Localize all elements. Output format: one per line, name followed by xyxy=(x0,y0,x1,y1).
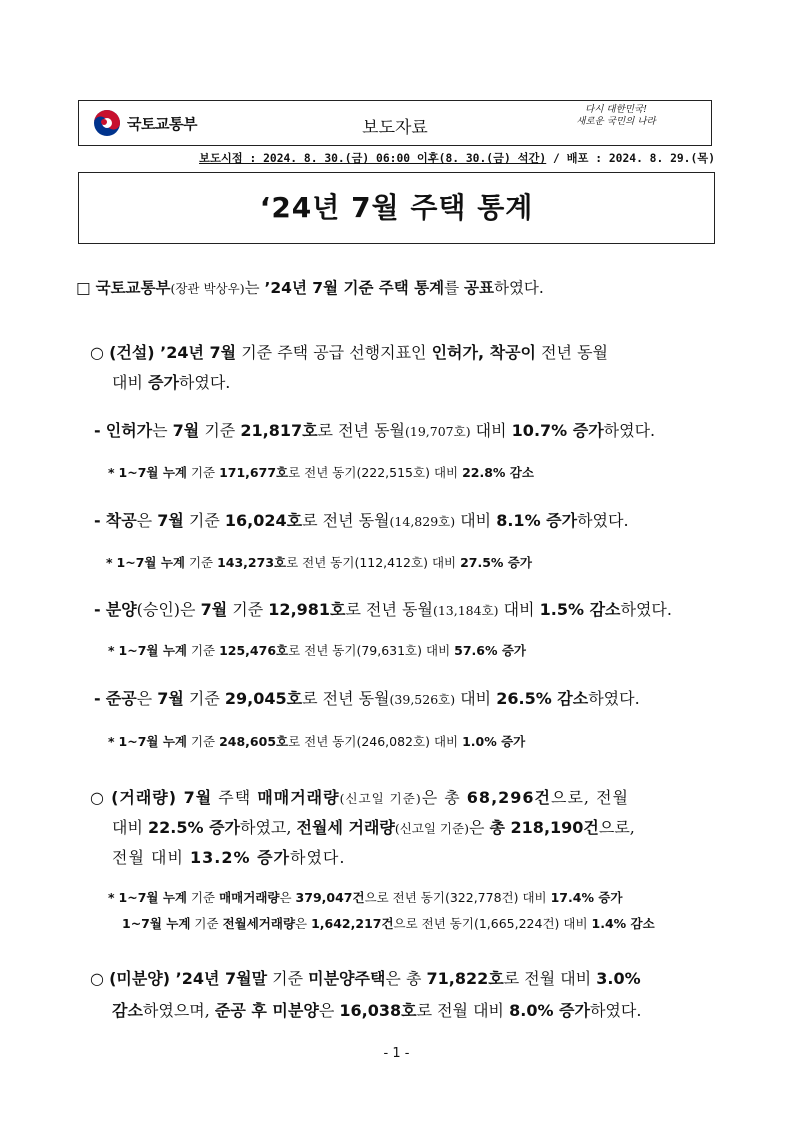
intro-subject: 국토교통부 xyxy=(95,279,171,297)
note-label: 1~7월 누계 xyxy=(118,643,187,658)
intro-text: 를 xyxy=(444,279,465,297)
transaction-line-2 xyxy=(112,815,635,838)
intro-paragraph xyxy=(76,276,544,298)
note-text: 기준 xyxy=(186,465,220,480)
transaction-note-2 xyxy=(122,914,655,932)
transaction-bold: 전월세 거래량 xyxy=(296,818,395,837)
note-star: * xyxy=(108,465,115,480)
note-label: 1~7월 누계 xyxy=(116,555,185,570)
note-star: * xyxy=(108,890,115,905)
transaction-text: 하였고, xyxy=(240,818,297,837)
slogan-line-1: 다시 대한민국! xyxy=(585,104,647,115)
item-name: 분양 xyxy=(105,600,137,619)
note-prev: (79,631호) xyxy=(356,643,423,658)
note-value: 379,047건 xyxy=(295,890,365,905)
item-text: 기준 xyxy=(183,511,225,530)
note-value: 171,677호 xyxy=(219,465,289,480)
transaction-text: 대비 xyxy=(112,818,148,837)
transaction-text: 은 xyxy=(468,818,490,837)
construction-text: 전년 동월 xyxy=(535,343,608,362)
header-box xyxy=(78,100,712,146)
item-value: 12,981호 xyxy=(268,600,346,619)
item-text: 로 전년 동월 xyxy=(302,689,390,708)
unsold-text: 로 전월 대비 xyxy=(416,1001,510,1020)
note-change: 22.8% 감소 xyxy=(462,465,534,480)
construction-item xyxy=(94,418,655,441)
intro-text: 는 xyxy=(244,279,265,297)
item-text: 기준 xyxy=(227,600,269,619)
note-text: 으로 전년 동기 xyxy=(364,890,445,905)
construction-text: 대비 xyxy=(112,373,148,392)
release-info xyxy=(199,150,715,166)
item-prev: (19,707호) xyxy=(405,424,471,439)
transaction-bold: 13.2% 증가 xyxy=(190,848,290,867)
item-text: 기준 xyxy=(199,421,241,440)
note-text: 로 전년 동기 xyxy=(286,555,355,570)
unsold-bold: 미분양주택 xyxy=(308,969,386,988)
dash-bullet: - xyxy=(94,511,101,530)
slogan-line-2: 새로운 국민의 나라 xyxy=(576,116,656,127)
note-change: 27.5% 증가 xyxy=(460,555,532,570)
unsold-line-1 xyxy=(90,966,641,989)
transaction-bold: 68,296건 xyxy=(466,788,551,807)
item-change: 26.5% 감소 xyxy=(496,689,589,708)
item-text: 대비 xyxy=(470,421,512,440)
construction-bold: 증가 xyxy=(148,373,179,392)
cumulative-note xyxy=(106,553,532,571)
item-text: 하였다. xyxy=(620,600,672,619)
note-text: 로 전년 동기 xyxy=(288,643,357,658)
note-text: 기준 xyxy=(186,890,220,905)
transaction-text: 은 총 xyxy=(421,788,467,807)
note-star: * xyxy=(106,555,113,570)
cumulative-note xyxy=(108,463,534,481)
note-text: 은 xyxy=(279,890,296,905)
intro-subject-paren: (장관 박상우) xyxy=(170,281,245,296)
note-label: 1~7월 누계 xyxy=(118,890,187,905)
transaction-text: 전월 대비 xyxy=(112,848,190,867)
note-text: 대비 xyxy=(518,890,551,905)
construction-text: 기준 주택 공급 선행지표인 xyxy=(236,343,432,362)
circle-bullet: ○ xyxy=(90,343,104,362)
note-value: 125,476호 xyxy=(219,643,289,658)
construction-line-2 xyxy=(112,370,230,393)
note-text: 대비 xyxy=(429,734,463,749)
construction-heading: (건설) ’24년 7월 xyxy=(109,343,237,362)
item-month: 7월 xyxy=(200,600,228,619)
transaction-paren: (신고일 기준) xyxy=(339,791,422,806)
note-kind: 전월세거래량 xyxy=(222,916,296,931)
unsold-text: 은 총 xyxy=(385,969,427,988)
item-prev: (39,526호) xyxy=(389,692,456,707)
item-name: 인허가 xyxy=(105,421,153,440)
construction-item xyxy=(94,508,629,531)
transaction-bold: 매매거래량 xyxy=(257,788,340,807)
item-value: 16,024호 xyxy=(224,511,303,530)
note-text: 대비 xyxy=(427,555,461,570)
cumulative-note xyxy=(108,641,526,659)
note-text: 로 전년 동기 xyxy=(288,465,357,480)
unsold-bold: 8.0% 증가 xyxy=(509,1001,590,1020)
slogan-signature xyxy=(561,104,671,128)
item-month: 7월 xyxy=(172,421,200,440)
transaction-bold: 22.5% 증가 xyxy=(148,818,240,837)
transaction-text: 주택 xyxy=(212,788,258,807)
intro-bold-announce: 공표 xyxy=(464,279,494,297)
transaction-bold: 총 218,190건 xyxy=(489,818,599,837)
item-text: 로 전년 동월 xyxy=(345,600,433,619)
note-text: 은 xyxy=(295,916,312,931)
item-text: 은 xyxy=(136,511,158,530)
note-prev: (112,412호) xyxy=(354,555,428,570)
note-change: 17.4% 증가 xyxy=(550,890,623,905)
dash-bullet: - xyxy=(94,600,101,619)
construction-bold: 인허가, 착공이 xyxy=(431,343,536,362)
transaction-line-3 xyxy=(112,845,345,868)
note-text: 대비 xyxy=(559,916,592,931)
note-text: 으로 전년 동기 xyxy=(393,916,474,931)
transaction-text: 으로, 전월 xyxy=(551,788,629,807)
transaction-heading: (거래량) 7월 xyxy=(111,788,213,807)
item-text: 대비 xyxy=(498,600,540,619)
note-text: 기준 xyxy=(186,734,220,749)
item-name: 준공 xyxy=(105,689,137,708)
transaction-text: 으로, xyxy=(598,818,635,837)
square-bullet: □ xyxy=(76,279,91,297)
item-text: 로 전년 동월 xyxy=(302,511,390,530)
note-prev: (1,665,224건) xyxy=(473,916,560,931)
item-change: 10.7% 증가 xyxy=(511,421,604,440)
item-prev: (14,829호) xyxy=(389,514,456,529)
transaction-note-1 xyxy=(108,888,622,906)
item-change: 8.1% 증가 xyxy=(496,511,578,530)
item-text: 은 xyxy=(136,689,158,708)
item-value: 21,817호 xyxy=(240,421,318,440)
item-change: 1.5% 감소 xyxy=(539,600,621,619)
unsold-bold: 준공 후 미분양 xyxy=(214,1001,319,1020)
intro-bold-stats: ’24년 7월 기준 주택 통계 xyxy=(264,279,445,297)
dash-bullet: - xyxy=(94,689,101,708)
transaction-line-1 xyxy=(90,785,629,808)
note-text: 로 전년 동기 xyxy=(288,734,357,749)
note-prev: (222,515호) xyxy=(356,465,430,480)
note-text: 기준 xyxy=(190,916,223,931)
circle-bullet: ○ xyxy=(90,788,105,807)
distribution-date: / 배포 : 2024. 8. 29.(목) xyxy=(546,152,715,165)
note-label: 1~7월 누계 xyxy=(118,465,187,480)
circle-bullet: ○ xyxy=(90,969,104,988)
unsold-text: 로 전월 대비 xyxy=(503,969,597,988)
note-label: 1~7월 누계 xyxy=(118,734,187,749)
page-number: - 1 - xyxy=(383,1046,410,1061)
item-text: 대비 xyxy=(455,689,497,708)
item-month: 7월 xyxy=(157,511,184,530)
construction-item xyxy=(94,597,672,620)
unsold-bold: 16,038호 xyxy=(339,1001,417,1020)
item-prev: (13,184호) xyxy=(432,603,499,618)
item-text: 는 xyxy=(152,421,173,440)
note-value: 143,273호 xyxy=(217,555,287,570)
item-month: 7월 xyxy=(157,689,184,708)
intro-text: 하였다. xyxy=(493,279,544,297)
unsold-line-2 xyxy=(112,998,641,1021)
unsold-text: 하였다. xyxy=(589,1001,642,1020)
unsold-heading: (미분양) ’24년 7월말 xyxy=(109,969,268,988)
item-text: 하였다. xyxy=(577,511,629,530)
item-text: 기준 xyxy=(183,689,225,708)
cumulative-note xyxy=(108,732,525,750)
construction-text: 하였다. xyxy=(178,373,231,392)
note-change: 1.4% 감소 xyxy=(591,916,655,931)
note-star: * xyxy=(108,734,115,749)
item-text: 대비 xyxy=(455,511,497,530)
note-text: 대비 xyxy=(429,465,463,480)
item-value: 29,045호 xyxy=(224,689,303,708)
page-title: ‘24년 7월 주택 통계 xyxy=(78,172,715,244)
item-text: 하였다. xyxy=(588,689,640,708)
note-text: 기준 xyxy=(184,555,218,570)
note-text: 대비 xyxy=(422,643,455,658)
transaction-text: 하였다. xyxy=(290,848,346,867)
unsold-bold: 3.0% xyxy=(596,969,641,988)
note-value: 1,642,217건 xyxy=(311,916,394,931)
item-text: (승인)은 xyxy=(136,600,201,619)
unsold-text: 하였으며, xyxy=(142,1001,215,1020)
unsold-bold: 71,822호 xyxy=(426,969,504,988)
transaction-paren: (신고일 기준) xyxy=(394,821,469,836)
note-change: 1.0% 증가 xyxy=(462,734,526,749)
note-prev: (246,082호) xyxy=(356,734,430,749)
note-change: 57.6% 증가 xyxy=(454,643,526,658)
dash-bullet: - xyxy=(94,421,101,440)
item-text: 로 전년 동월 xyxy=(317,421,405,440)
release-time: 보도시점 : 2024. 8. 30.(금) 06:00 이후(8. 30.(금) 석간) xyxy=(199,152,547,165)
item-name: 착공 xyxy=(105,511,137,530)
doc-type: 보도자료 xyxy=(362,118,428,138)
construction-heading-line xyxy=(90,340,608,363)
unsold-text: 기준 xyxy=(267,969,309,988)
note-label: 1~7월 누계 xyxy=(122,916,191,931)
unsold-text: 은 xyxy=(318,1001,340,1020)
item-text: 하였다. xyxy=(603,421,656,440)
note-star: * xyxy=(108,643,115,658)
ministry-name: 국토교통부 xyxy=(127,114,197,133)
construction-item xyxy=(94,686,640,709)
note-value: 248,605호 xyxy=(219,734,289,749)
note-prev: (322,778건) xyxy=(444,890,519,905)
note-kind: 매매거래량 xyxy=(219,890,280,905)
unsold-bold: 감소 xyxy=(112,1001,143,1020)
note-text: 기준 xyxy=(186,643,220,658)
